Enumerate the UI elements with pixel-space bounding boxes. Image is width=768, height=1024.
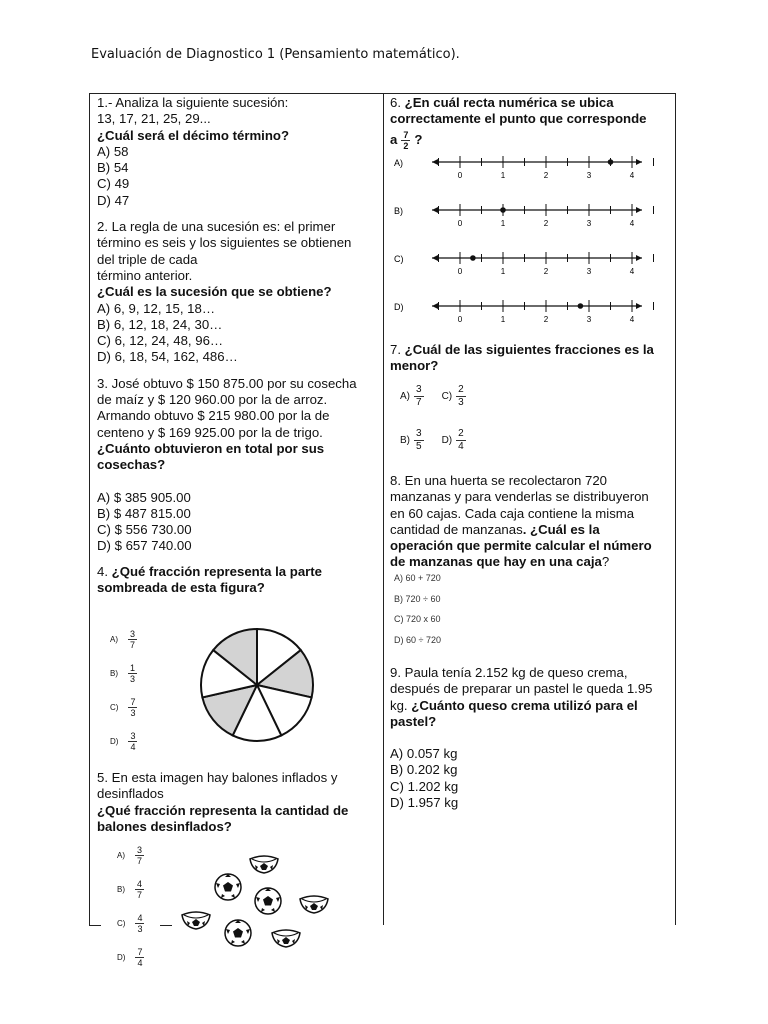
q3-option-b: B) $ 487 815.00	[97, 505, 191, 521]
q6-fraction	[401, 130, 410, 151]
numline-arrow	[636, 255, 642, 261]
inflated-ball	[215, 874, 241, 900]
q5-option-a	[117, 838, 167, 872]
numline-label: D)	[394, 302, 404, 312]
table-bottom-border-left	[89, 925, 101, 926]
q4-option-a-label: A)	[110, 634, 118, 644]
q8-question-3: de manzanas que hay en una caja	[390, 554, 602, 570]
q2-option-a: A) 6, 9, 12, 15, 18…	[97, 300, 216, 316]
q5-option-b	[117, 872, 167, 906]
q4-option-b	[110, 656, 170, 690]
q7-option-c-label: C)	[441, 390, 453, 402]
q5-option-b-fraction	[135, 879, 144, 900]
numline-arrow	[432, 207, 438, 213]
deflated-ball	[272, 930, 300, 947]
number-lines	[392, 150, 672, 330]
q6-question-2: correctamente el punto que corresponde	[390, 111, 647, 127]
q9-question-2: pastel?	[390, 713, 437, 729]
q6-num: 7	[403, 129, 409, 140]
q7-option-a	[400, 384, 428, 409]
q4-option-d	[110, 724, 170, 758]
q5-option-a-num: 3	[137, 844, 143, 855]
q9-question-1: ¿Cuánto queso crema utilizó para el	[411, 697, 638, 713]
q1-sequence: 13, 17, 21, 25, 29...	[97, 111, 211, 127]
q7-options	[400, 378, 520, 458]
numline-arrow	[636, 303, 642, 309]
numline-point	[500, 207, 506, 213]
q9-option-a: A) 0.057 kg	[390, 746, 458, 762]
q8-qmark: ?	[601, 554, 610, 570]
left-column	[97, 95, 379, 596]
q5-question-2: balones desinflados?	[97, 818, 232, 834]
question-5	[97, 770, 379, 835]
q7-option-d-fraction	[456, 428, 466, 453]
q3-text-1: 3. José obtuvo $ 150 875.00 por su cosecha	[97, 375, 357, 391]
q4-option-b-fraction	[128, 663, 137, 684]
numline-label: C)	[394, 254, 404, 264]
q9-option-c: C) 1.202 kg	[390, 778, 459, 794]
q3-option-a: A) $ 385 905.00	[97, 489, 191, 505]
q7-question-1: ¿Cuál de las siguientes fracciones es la	[404, 342, 654, 357]
q3-option-c: C) $ 556 730.00	[97, 522, 192, 538]
q4-option-d-fraction	[128, 731, 137, 752]
q7-option-b-num: 3	[416, 427, 422, 439]
q1-option-a: A) 58	[97, 143, 129, 159]
deflated-ball	[250, 856, 278, 873]
q5-option-c-fraction	[135, 913, 144, 934]
q4-option-d-den: 4	[130, 741, 136, 752]
q5-option-b-label: B)	[117, 884, 125, 894]
numline-tick-label: 2	[543, 219, 549, 228]
q9-text-3: kg.	[390, 697, 412, 713]
q9-option-b: B) 0.202 kg	[390, 762, 458, 778]
q3-question-1: ¿Cuánto obtuvieron en total por sus	[97, 440, 325, 456]
column-divider	[383, 93, 384, 925]
numline-arrow	[432, 159, 438, 165]
balls-illustration	[176, 845, 346, 955]
q5-option-d-label: D)	[117, 952, 126, 962]
q4-option-a	[110, 622, 170, 656]
numline-tick-label: 4	[629, 219, 635, 228]
numline-tick-label: 4	[629, 315, 635, 324]
numline-tick-label: 1	[500, 267, 506, 276]
question-8	[390, 473, 674, 571]
question-7	[390, 342, 672, 375]
q4-option-b-num: 1	[130, 662, 136, 673]
q2-option-d: D) 6, 18, 54, 162, 486…	[97, 349, 238, 365]
q7-option-d-label: D)	[441, 434, 453, 446]
pie-figure	[197, 625, 317, 745]
page-title: Evaluación de Diagnostico 1 (Pensamiento matemático).	[91, 47, 460, 62]
q5-option-c	[117, 906, 167, 940]
q7-option-c-fraction	[456, 384, 466, 409]
q5-option-a-fraction	[135, 845, 144, 866]
q4-option-a-fraction	[128, 629, 137, 650]
q4-option-b-den: 3	[130, 673, 136, 684]
numline-tick-label: 0	[457, 219, 463, 228]
q8-option-d: D) 60 ÷ 720	[394, 634, 441, 645]
q5-text-1: 5. En esta imagen hay balones inflados y	[97, 770, 338, 785]
q7-option-c-den: 3	[458, 396, 464, 408]
q7-option-b-fraction	[414, 428, 424, 453]
q1-question: ¿Cuál será el décimo término?	[97, 127, 290, 143]
q9-text-1: 9. Paula tenía 2.152 kg de queso crema,	[390, 665, 628, 680]
numline-tick-label: 3	[586, 315, 592, 324]
q7-option-c-num: 2	[458, 383, 464, 395]
q8-text-2: manzanas y para venderlas se distribuyeron	[390, 489, 649, 505]
numline-tick-label: 4	[629, 267, 635, 276]
q5-question-1: ¿Qué fracción representa la cantidad de	[97, 802, 349, 818]
q2-text-1: 2. La regla de una sucesión es: el primer	[97, 219, 336, 235]
q5-option-a-den: 7	[137, 855, 143, 866]
q3-question-2: cosechas?	[97, 457, 166, 473]
q2-question: ¿Cuál es la sucesión que se obtiene?	[97, 284, 332, 300]
q7-option-a-num: 3	[416, 383, 422, 395]
q5-options	[117, 838, 167, 974]
q2-text-2: término es seis y los siguientes se obtienen	[97, 235, 352, 251]
q8-option-c: C) 720 x 60	[394, 614, 441, 624]
q7-question-2: menor?	[390, 358, 439, 374]
q5-text-2: desinflados	[97, 786, 164, 802]
numline-tick-label: 0	[457, 267, 463, 276]
q4-options	[110, 622, 170, 758]
q6-a: a	[390, 131, 398, 147]
q5-option-a-label: A)	[117, 850, 125, 860]
q5-option-d-fraction	[135, 947, 144, 968]
q2-option-c: C) 6, 12, 24, 48, 96…	[97, 333, 224, 349]
q4-option-a-den: 7	[130, 639, 136, 650]
q6-den: 2	[403, 140, 409, 151]
q1-option-c: C) 49	[97, 176, 130, 192]
q5-option-d-den: 4	[137, 957, 143, 968]
q5-option-b-num: 4	[137, 878, 143, 889]
q3-option-d: D) $ 657 740.00	[97, 538, 192, 554]
q7-option-d	[442, 428, 470, 453]
q7-option-b-den: 5	[416, 440, 422, 452]
q8-text-1: 8. En una huerta se recolectaron 720	[390, 473, 608, 488]
q5-option-d-num: 7	[137, 946, 143, 957]
q7-option-a-fraction	[414, 384, 424, 409]
numline-point	[608, 159, 614, 165]
q4-option-d-num: 3	[130, 730, 136, 741]
q3-text-2: de maíz y $ 120 960.00 por la de arroz.	[97, 392, 328, 408]
q6-question-1: ¿En cuál recta numérica se ubica	[404, 95, 614, 110]
numline-tick-label: 2	[543, 267, 549, 276]
q4-option-d-label: D)	[110, 736, 119, 746]
q2-option-b: B) 6, 12, 18, 24, 30…	[97, 316, 223, 332]
q4-question-2: sombreada de esta figura?	[97, 580, 265, 596]
q8-question-2: operación que permite calcular el número	[390, 538, 652, 554]
question-9	[390, 665, 674, 811]
numline-tick-label: 1	[500, 171, 506, 180]
numline-tick-label: 0	[457, 315, 463, 324]
q4-option-c-num: 7	[130, 696, 136, 707]
q7-option-a-den: 7	[416, 396, 422, 408]
q4-option-b-label: B)	[110, 668, 118, 678]
numline-tick-label: 2	[543, 171, 549, 180]
q4-option-c-fraction	[128, 697, 137, 718]
numline-arrow	[636, 159, 642, 165]
q4-option-a-num: 3	[130, 628, 136, 639]
numline-point	[470, 255, 476, 261]
numline-tick-label: 2	[543, 315, 549, 324]
q4-option-c-label: C)	[110, 702, 119, 712]
q6-qmark: ?	[414, 131, 423, 147]
q8-option-b: B) 720 ÷ 60	[394, 593, 441, 604]
q5-option-c-den: 3	[137, 923, 143, 934]
q8-question-1: . ¿Cuál es la	[522, 521, 600, 537]
q3-text-4: centeno y $ 169 925.00 por la de trigo.	[97, 424, 323, 440]
numline-tick-label: 3	[586, 171, 592, 180]
numline-arrow	[432, 303, 438, 309]
q7-number: 7.	[390, 342, 405, 357]
q4-option-c	[110, 690, 170, 724]
q2-text-4: término anterior.	[97, 267, 193, 283]
q9-text-2: después de preparar un pastel le queda 1.95	[390, 681, 653, 697]
question-6	[390, 95, 672, 151]
numline-tick-label: 1	[500, 315, 506, 324]
q1-option-b: B) 54	[97, 160, 129, 176]
q7-option-b-label: B)	[400, 434, 410, 446]
question-1	[97, 95, 379, 209]
q7-option-d-den: 4	[458, 440, 464, 452]
q7-option-a-label: A)	[400, 390, 410, 402]
inflated-ball	[225, 920, 251, 946]
q5-option-c-label: C)	[117, 918, 126, 928]
numline-point	[578, 303, 584, 309]
numline-tick-label: 3	[586, 267, 592, 276]
deflated-ball	[182, 912, 210, 929]
q5-option-c-num: 4	[137, 912, 143, 923]
numline-tick-label: 0	[457, 171, 463, 180]
q1-option-d: D) 47	[97, 192, 130, 208]
q8-option-a: A) 60 + 720	[394, 573, 441, 583]
q4-option-c-den: 3	[130, 707, 136, 718]
numline-tick-label: 1	[500, 219, 506, 228]
numline-tick-label: 3	[586, 219, 592, 228]
q7-option-c	[442, 384, 470, 409]
q5-option-b-den: 7	[137, 889, 143, 900]
numline-arrow	[432, 255, 438, 261]
numline-label: B)	[394, 206, 403, 216]
q7-option-d-num: 2	[458, 427, 464, 439]
q4-number: 4.	[97, 563, 112, 579]
q8-options	[394, 568, 514, 650]
numline-tick-label: 4	[629, 171, 635, 180]
q1-text: 1.- Analiza la siguiente sucesión:	[97, 95, 289, 110]
q8-text-4: cantidad de manzanas	[390, 521, 523, 537]
q8-text-3: en 60 cajas. Cada caja contiene la misma	[390, 505, 635, 521]
question-3	[97, 376, 379, 555]
q2-text-3: del triple de cada	[97, 251, 198, 267]
q3-text-3: Armando obtuvo $ 215 980.00 por la de	[97, 408, 330, 424]
q5-option-d	[117, 940, 167, 974]
q6-number: 6.	[390, 95, 405, 110]
inflated-ball	[255, 888, 281, 914]
question-4	[97, 564, 379, 597]
q9-option-d: D) 1.957 kg	[390, 795, 459, 811]
numline-arrow	[636, 207, 642, 213]
q4-question-1: ¿Qué fracción representa la parte	[111, 563, 323, 579]
q7-option-b	[400, 428, 428, 453]
question-2	[97, 219, 379, 366]
deflated-ball	[300, 896, 328, 913]
numline-label: A)	[394, 158, 403, 168]
